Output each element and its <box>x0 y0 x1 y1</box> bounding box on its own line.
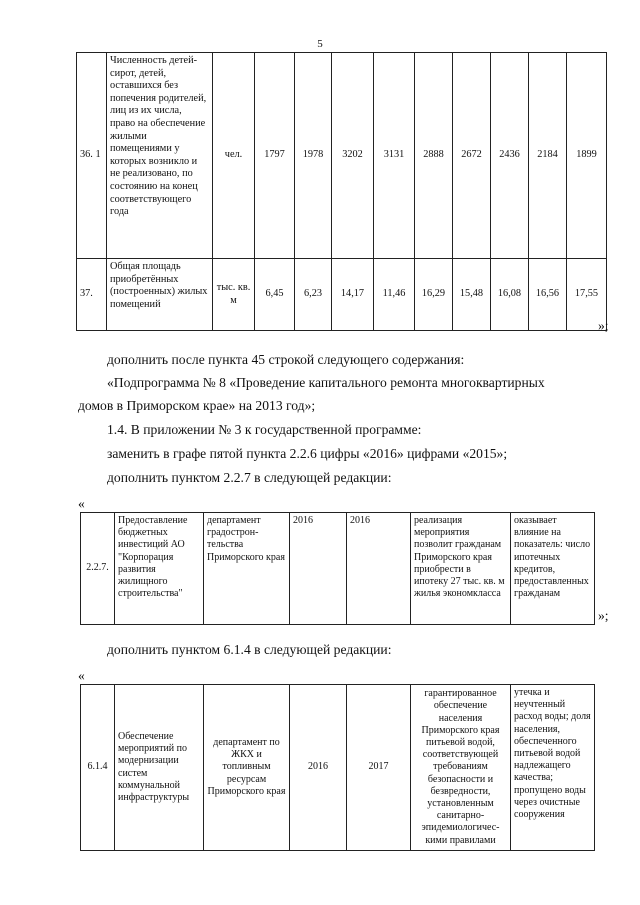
paragraph: заменить в графе пятой пункта 2.2.6 цифры «2016» цифрами «2015»; <box>107 446 508 461</box>
table-row <box>77 53 607 259</box>
value-cell: 3131 <box>374 53 415 259</box>
closing-quote-mark: »; <box>598 318 609 333</box>
end-year: 2017 <box>347 685 411 851</box>
item-number: 6.1.4 <box>81 685 115 851</box>
value-cell: 14,17 <box>332 259 374 331</box>
value-cell: 2436 <box>491 53 529 259</box>
table-row <box>77 259 607 331</box>
opening-quote-mark: « <box>78 496 85 511</box>
program-item-table <box>80 512 595 625</box>
measure-name: Обеспечение мероприятий по модернизации систем коммунальной инфраструктуры <box>115 685 204 851</box>
table-row <box>81 685 595 851</box>
indicator-name: Общая площадь приобретённых (построенных) жилых помещений <box>107 259 213 331</box>
executor: департамент по ЖКХ и топливным ресурсам Приморского края <box>204 685 290 851</box>
item-number: 2.2.7. <box>81 513 115 625</box>
effect-on-indicator: оказывает влияние на показатель: число ипотечных кредитов, предоставленных гражданам <box>511 513 595 625</box>
value-cell: 16,56 <box>529 259 567 331</box>
closing-quote-mark: »; <box>598 608 609 623</box>
value-cell: 1899 <box>567 53 607 259</box>
value-cell: 2672 <box>453 53 491 259</box>
row-number: 37. <box>77 259 107 331</box>
end-year: 2016 <box>347 513 411 625</box>
measure-name: Предоставление бюджетных инвестиций АО "Корпорация развития жилищного строительства" <box>115 513 204 625</box>
indicators-table <box>76 52 607 331</box>
value-cell: 16,08 <box>491 259 529 331</box>
value-cell: 1797 <box>255 53 295 259</box>
effect-on-indicator: утечка и неучтенный расход воды; доля населения, обеспеченного питьевой водой надлежащего качества; пропущено воды через очистные сооружения <box>511 685 595 851</box>
start-year: 2016 <box>290 685 347 851</box>
unit-cell: чел. <box>213 53 255 259</box>
executor: департамент градостронтельства Приморского края <box>204 513 290 625</box>
table-row <box>81 513 595 625</box>
paragraph: домов в Приморском крае» на 2013 год»; <box>78 398 316 413</box>
unit-cell: тыс. кв. м <box>213 259 255 331</box>
expected-result: гарантированное обеспечение населения Приморского края питьевой водой, соответствующей требованиям безопасности и безвредности, установленным санитарно-эпидемиологическими правилами <box>411 685 511 851</box>
value-cell: 15,48 <box>453 259 491 331</box>
paragraph: дополнить пунктом 2.2.7 в следующей редакции: <box>107 470 392 485</box>
paragraph: дополнить пунктом 6.1.4 в следующей редакции: <box>107 642 392 657</box>
expected-result: реализация мероприятия позволит гражданам Приморского края приобрести в ипотеку 27 тыс. кв. м жилья экономкласса <box>411 513 511 625</box>
value-cell: 16,29 <box>415 259 453 331</box>
opening-quote-mark: « <box>78 668 85 683</box>
indicator-name: Численность детей-сирот, детей, оставшихся без попечения родителей, лиц из их числа, право на обеспечение жилыми помещениями у которых возникло и не реализовано, по состоянию на конец соответствующего года <box>107 53 213 259</box>
paragraph: 1.4. В приложении № 3 к государственной программе: <box>107 422 422 437</box>
paragraph: «Подпрограмма № 8 «Проведение капитального ремонта многоквартирных <box>107 375 545 390</box>
value-cell: 2888 <box>415 53 453 259</box>
value-cell: 6,23 <box>295 259 332 331</box>
value-cell: 17,55 <box>567 259 607 331</box>
page-number: 5 <box>317 38 323 50</box>
value-cell: 6,45 <box>255 259 295 331</box>
value-cell: 3202 <box>332 53 374 259</box>
start-year: 2016 <box>290 513 347 625</box>
value-cell: 1978 <box>295 53 332 259</box>
program-item-table <box>80 684 595 851</box>
value-cell: 11,46 <box>374 259 415 331</box>
value-cell: 2184 <box>529 53 567 259</box>
row-number: 36. 1 <box>77 53 107 259</box>
paragraph: дополнить после пункта 45 строкой следующего содержания: <box>107 352 465 367</box>
